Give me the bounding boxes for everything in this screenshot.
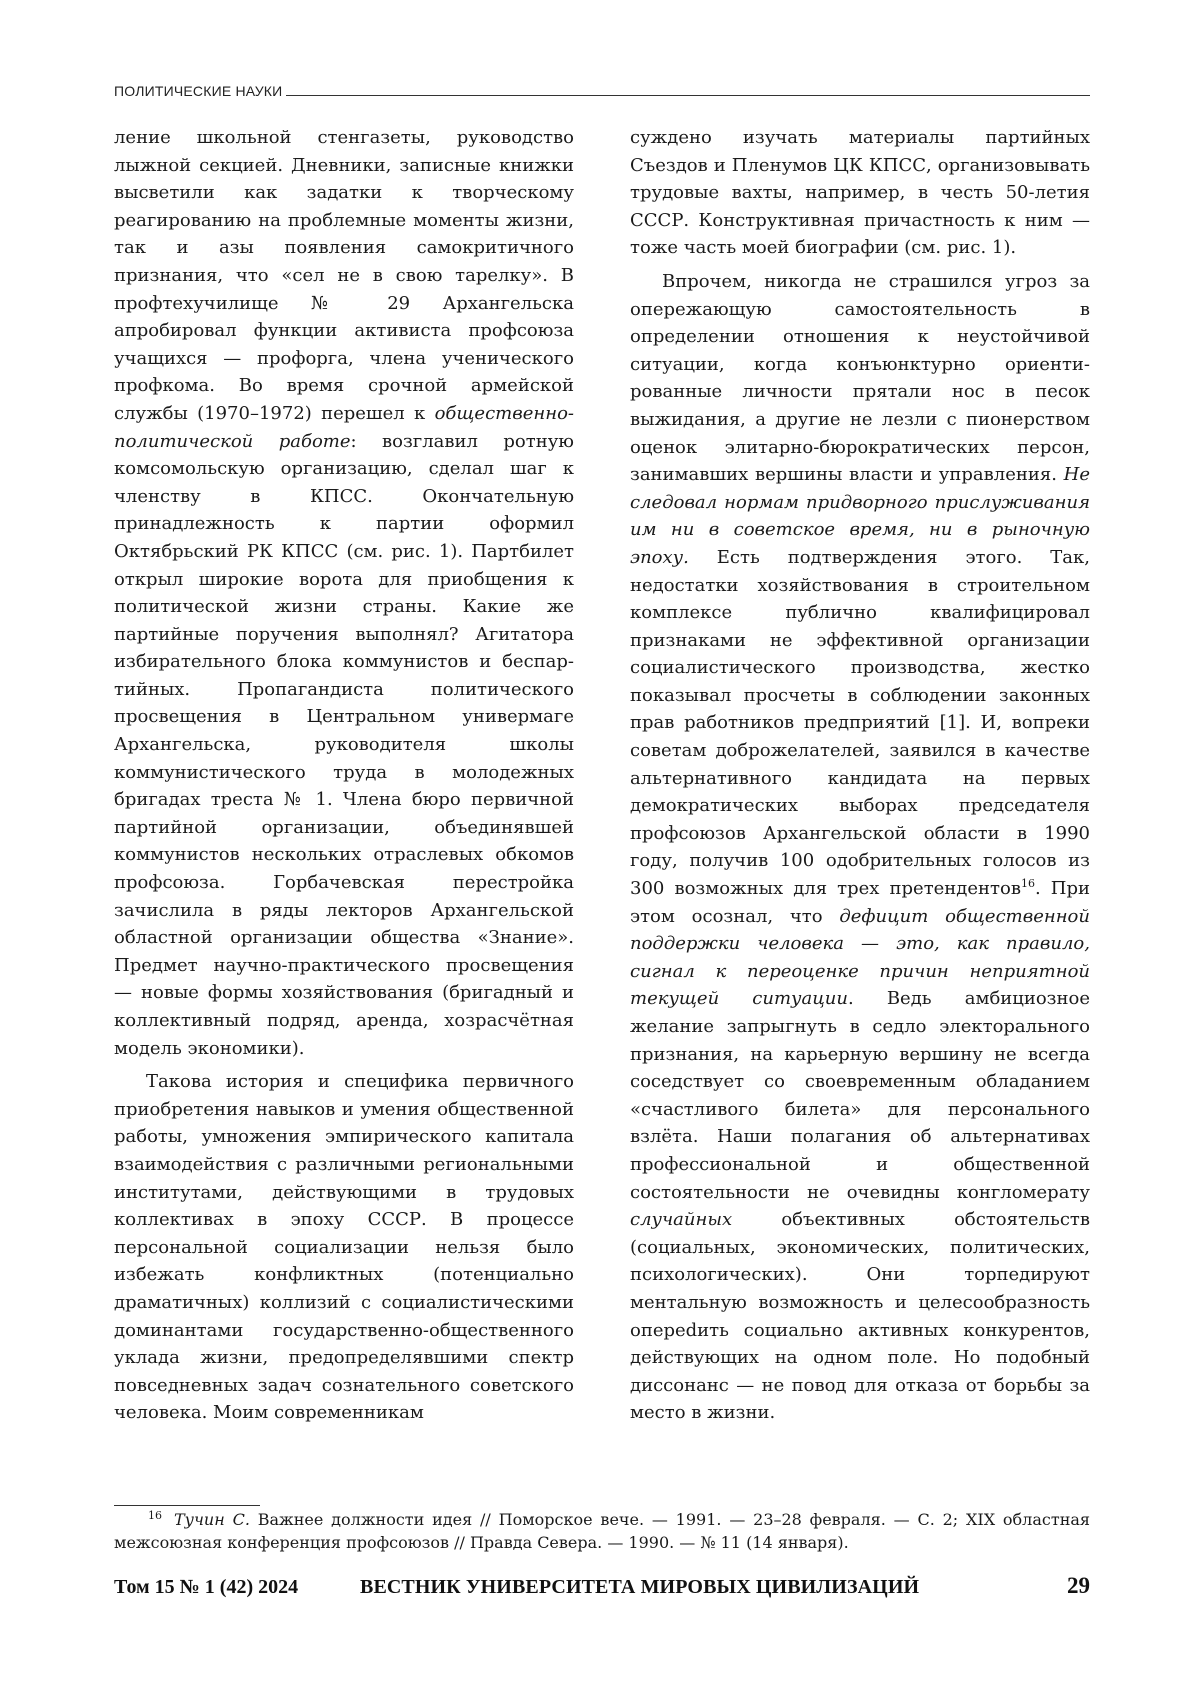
- page-number: 29: [1067, 1573, 1090, 1598]
- text-segment: ление школьной стенгазеты, руководство лыжной секцией. Дневники, записные книжки высветили как задатки к творческому реагированию на проблемные моменты жизни, так и азы появления самокритичного признания, что «сел не в свою тарелку». В профтехучилище № 29 Архангельска апробировал функции активиста профсоюза учащихся — профорга, члена ученического профкома. Во время срочной армейской службы (1970–1972) перешел к: [114, 127, 574, 424]
- running-footer: [114, 1573, 1090, 1602]
- text-segment: Такова история и специфика первичного приобретения навыков и умения общественной работы, умножения эмпирического капитала взаимодействия с различными региональными институтами, действующими в трудовых коллективах в эпоху СССР. В процессе персональной социализации нельзя было избежать конфликтных (потенциально драматичных) коллизий с социалистическими доминантами государственно-общественного уклада жизни, предопределявшими спектр повседневных задач сознательного советского человека. Моим современникам: [114, 1071, 574, 1424]
- left-column: [114, 124, 574, 1427]
- right-column: [630, 124, 1090, 1427]
- footnote-reference: 16: [1020, 877, 1035, 891]
- footnote-text: Важнее должности идея // Поморское вече. — 1991. — 23–28 февраля. — С. 2; XIX областная межсоюзная конференция профсоюзов // Правда Севера. — 1990. — № 11 (14 января).: [114, 1510, 1090, 1552]
- footnote-author: Тучин С.: [174, 1510, 250, 1529]
- italic-text: Не следовал нормам придворного прислуживания им ни в советское время, ни в рыночную эпоху.: [630, 464, 1090, 568]
- text-segment: Впрочем, никогда не страшился угроз за опережающую самостоятельность в определении отношения к неустойчивой ситуации, когда конъюнктурно ориентированные личности прятали нос в песок выжидания, а другие не лезли с пионерством оценок элитарно-бюрократических персон, занимавших вершины власти и управления.: [630, 270, 1090, 486]
- text-segment: объективных обстоятельств (социальных, экономических, политических, психологических). Они торпедируют ментальную возможность и целесообразность опереdить социально активных конкурентов, действующих на одном поле. Но подобный диссонанс — не повод для отказа от борьбы за место в жизни.: [630, 1209, 1090, 1424]
- text-segment: : возглавил ротную комсомольскую организацию, сделал шаг к членству в КПСС. Окончательную принадлежность к партии оформил Октябрьский РК КПСС (см. рис. 1). Партбилет открыл широкие ворота для приобщения к политической жизни страны. Какие же партийные поручения выполнял? Агитатора избирательного блока коммунистов и беспартийных. Пропагандиста политического просвещения в Центральном универмаге Архангельска, руководителя школы коммунистического труда в молодежных бригадах треста № 1. Члена бюро первичной партийной организации, объединявшей коммунистов нескольких отраслевых обкомов профсоюза. Горбачевская перестройка зачислила в ряды лекторов Архангельской областной организации общества «Знание». Предмет научно-практического просвещения — новые формы хозяйствования (бригадный и коллективный подряд, аренда, хозрасчётная модель экономики).: [114, 430, 574, 1059]
- italic-text: случайных: [630, 1209, 733, 1231]
- running-header: [114, 80, 1090, 98]
- journal-title: ВЕСТНИК УНИВЕРСИТЕТА МИРОВЫХ ЦИВИЛИЗАЦИЙ: [360, 1576, 920, 1598]
- text-segment: . При этом осознал, что: [630, 878, 1090, 927]
- paragraph: [630, 124, 1090, 262]
- text-segment: . Ведь амбициозное желание запрыгнуть в седло электорального признания, на карьерную вершину не всегда соседствует со своевременным обладанием «счастливого билета» для персонального взлёта. Наши полагания об альтернативах профессиональной и общественной состоятельности не очевидны конгломерату: [630, 988, 1090, 1203]
- text-segment: Есть подтверждения этого. Так, недостатки хозяйствования в строительном комплексе публично квалифицировал признаками не эффективной организации социалистического производства, жестко показывал просчеты в соблюдении законных прав работников предприятий [1]. И, вопреки советам доброжелателей, заявился в качестве альтернативного кандидата на первых демократических выборах председателя профсоюзов Архангельской области в 1990 году, получив 100 одобрительных голосов из 300 возможных для трех претендентов: [630, 546, 1090, 900]
- footnote-mark: 16: [148, 1508, 162, 1522]
- footnote-separator: [114, 1505, 260, 1506]
- paragraph: [114, 124, 574, 1062]
- header-rule: [286, 95, 1090, 96]
- italic-text: общественно-политической работе: [114, 402, 574, 452]
- section-label: ПОЛИТИЧЕСКИЕ НАУКИ: [114, 83, 283, 99]
- italic-text: дефицит общественной поддержки человека — это, как правило, сигнал к переоценке причин неприятной текущей ситуации: [630, 905, 1090, 1010]
- issue-info: Том 15 № 1 (42) 2024: [114, 1576, 299, 1598]
- paragraph: [114, 1068, 574, 1427]
- footnote: [114, 1509, 1090, 1554]
- paragraph: [630, 268, 1090, 1427]
- text-segment: суждено изучать материалы партийных Съездов и Пленумов ЦК КПСС, организовывать трудовые вахты, например, в честь 50-летия СССР. Конструктивная причастность к ним — тоже часть моей биографии (см. рис. 1).: [630, 127, 1090, 259]
